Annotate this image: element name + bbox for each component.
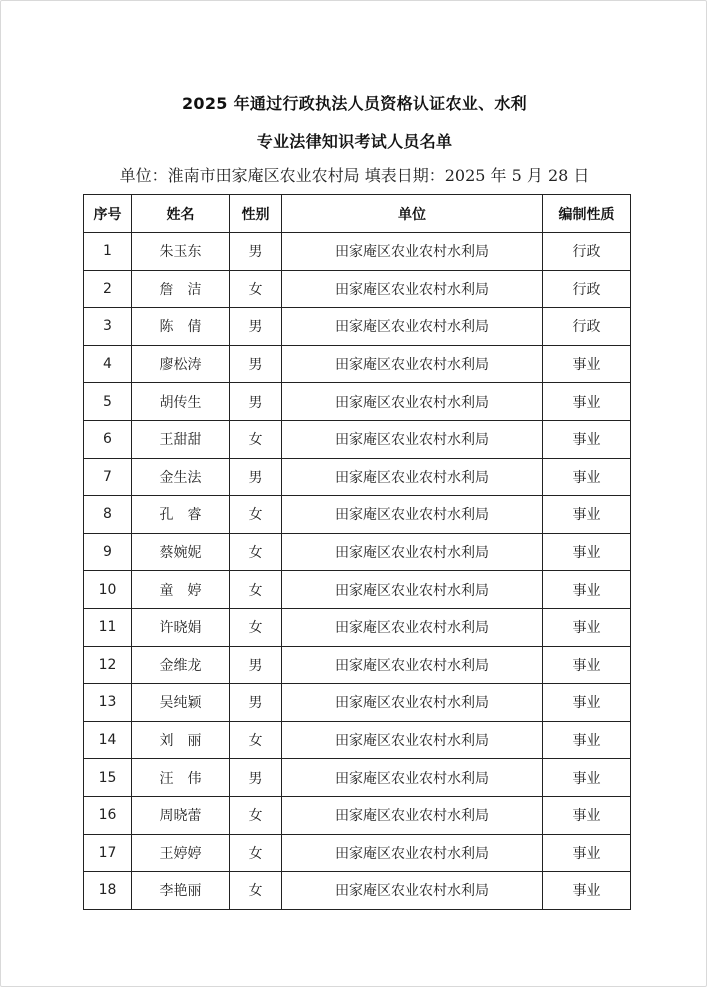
cell-type: 事业 — [543, 533, 631, 571]
cell-index: 9 — [84, 533, 132, 571]
cell-name: 周晓蕾 — [132, 796, 230, 834]
cell-index: 10 — [84, 571, 132, 609]
cell-type: 事业 — [543, 684, 631, 722]
cell-unit: 田家庵区农业农村水利局 — [282, 834, 543, 872]
table-row — [84, 270, 631, 308]
cell-gender: 男 — [230, 684, 282, 722]
cell-name: 詹 洁 — [132, 270, 230, 308]
table-body — [84, 233, 631, 910]
cell-gender: 女 — [230, 796, 282, 834]
cell-index: 8 — [84, 496, 132, 534]
header-unit: 单位 — [282, 195, 543, 233]
cell-gender: 男 — [230, 233, 282, 271]
cell-index: 6 — [84, 420, 132, 458]
cell-index: 16 — [84, 796, 132, 834]
table-row — [84, 684, 631, 722]
cell-type: 事业 — [543, 345, 631, 383]
table-row — [84, 796, 631, 834]
table-row — [84, 233, 631, 271]
unit-label: 单位：淮南市田家庵区农业农村局 — [119, 166, 360, 185]
cell-name: 许晓娟 — [132, 608, 230, 646]
cell-type: 事业 — [543, 496, 631, 534]
cell-name: 吴纯颖 — [132, 684, 230, 722]
cell-unit: 田家庵区农业农村水利局 — [282, 608, 543, 646]
cell-gender: 女 — [230, 872, 282, 910]
document-title-line1: 2025 年通过行政执法人员资格认证农业、水利 — [181, 94, 527, 113]
cell-unit: 田家庵区农业农村水利局 — [282, 420, 543, 458]
header-name: 姓名 — [132, 195, 230, 233]
table-row — [84, 458, 631, 496]
table-row — [84, 308, 631, 346]
cell-index: 5 — [84, 383, 132, 421]
cell-unit: 田家庵区农业农村水利局 — [282, 345, 543, 383]
cell-gender: 男 — [230, 345, 282, 383]
cell-type: 事业 — [543, 608, 631, 646]
cell-unit: 田家庵区农业农村水利局 — [282, 308, 543, 346]
cell-unit: 田家庵区农业农村水利局 — [282, 383, 543, 421]
cell-name: 刘 丽 — [132, 721, 230, 759]
table-row — [84, 608, 631, 646]
document-title-line2: 专业法律知识考试人员名单 — [256, 132, 453, 151]
cell-gender: 男 — [230, 383, 282, 421]
table-row — [84, 345, 631, 383]
cell-gender: 女 — [230, 270, 282, 308]
date-label: 填表日期：2025 年 5 月 28 日 — [364, 166, 590, 185]
cell-name: 汪 伟 — [132, 759, 230, 797]
cell-unit: 田家庵区农业农村水利局 — [282, 646, 543, 684]
table-row — [84, 420, 631, 458]
cell-unit: 田家庵区农业农村水利局 — [282, 533, 543, 571]
cell-name: 金生法 — [132, 458, 230, 496]
cell-index: 3 — [84, 308, 132, 346]
document-meta — [1, 163, 707, 186]
cell-type: 事业 — [543, 420, 631, 458]
cell-unit: 田家庵区农业农村水利局 — [282, 684, 543, 722]
cell-type: 事业 — [543, 759, 631, 797]
cell-name: 孔 睿 — [132, 496, 230, 534]
cell-gender: 女 — [230, 834, 282, 872]
cell-type: 事业 — [543, 796, 631, 834]
cell-index: 13 — [84, 684, 132, 722]
cell-unit: 田家庵区农业农村水利局 — [282, 270, 543, 308]
cell-name: 朱玉东 — [132, 233, 230, 271]
cell-gender: 女 — [230, 496, 282, 534]
table-row — [84, 646, 631, 684]
cell-name: 王甜甜 — [132, 420, 230, 458]
cell-unit: 田家庵区农业农村水利局 — [282, 233, 543, 271]
cell-gender: 男 — [230, 458, 282, 496]
cell-name: 王婷婷 — [132, 834, 230, 872]
cell-name: 廖松涛 — [132, 345, 230, 383]
cell-gender: 男 — [230, 759, 282, 797]
header-gender: 性别 — [230, 195, 282, 233]
cell-index: 15 — [84, 759, 132, 797]
table-row — [84, 759, 631, 797]
cell-index: 17 — [84, 834, 132, 872]
table-row — [84, 872, 631, 910]
table-row — [84, 571, 631, 609]
cell-name: 童 婷 — [132, 571, 230, 609]
cell-type: 事业 — [543, 721, 631, 759]
cell-index: 14 — [84, 721, 132, 759]
cell-type: 事业 — [543, 834, 631, 872]
cell-type: 事业 — [543, 646, 631, 684]
cell-index: 2 — [84, 270, 132, 308]
header-type: 编制性质 — [543, 195, 631, 233]
roster-table — [83, 194, 631, 910]
header-index: 序号 — [84, 195, 132, 233]
cell-name: 蔡婉妮 — [132, 533, 230, 571]
cell-type: 事业 — [543, 571, 631, 609]
cell-unit: 田家庵区农业农村水利局 — [282, 571, 543, 609]
cell-name: 金维龙 — [132, 646, 230, 684]
cell-type: 行政 — [543, 270, 631, 308]
table-row — [84, 496, 631, 534]
cell-name: 陈 倩 — [132, 308, 230, 346]
cell-index: 11 — [84, 608, 132, 646]
cell-gender: 女 — [230, 571, 282, 609]
cell-gender: 女 — [230, 420, 282, 458]
cell-name: 胡传生 — [132, 383, 230, 421]
cell-type: 事业 — [543, 872, 631, 910]
cell-unit: 田家庵区农业农村水利局 — [282, 759, 543, 797]
table-row — [84, 834, 631, 872]
table-row — [84, 383, 631, 421]
cell-gender: 女 — [230, 721, 282, 759]
cell-gender: 女 — [230, 608, 282, 646]
table-header-row — [84, 195, 631, 233]
cell-unit: 田家庵区农业农村水利局 — [282, 458, 543, 496]
cell-unit: 田家庵区农业农村水利局 — [282, 721, 543, 759]
cell-unit: 田家庵区农业农村水利局 — [282, 496, 543, 534]
cell-index: 18 — [84, 872, 132, 910]
cell-index: 12 — [84, 646, 132, 684]
cell-type: 事业 — [543, 383, 631, 421]
table-row — [84, 533, 631, 571]
cell-type: 行政 — [543, 233, 631, 271]
cell-index: 7 — [84, 458, 132, 496]
cell-gender: 男 — [230, 308, 282, 346]
cell-index: 1 — [84, 233, 132, 271]
table-row — [84, 721, 631, 759]
cell-gender: 女 — [230, 533, 282, 571]
cell-type: 事业 — [543, 458, 631, 496]
cell-type: 行政 — [543, 308, 631, 346]
cell-unit: 田家庵区农业农村水利局 — [282, 796, 543, 834]
cell-unit: 田家庵区农业农村水利局 — [282, 872, 543, 910]
cell-name: 李艳丽 — [132, 872, 230, 910]
cell-index: 4 — [84, 345, 132, 383]
cell-gender: 男 — [230, 646, 282, 684]
